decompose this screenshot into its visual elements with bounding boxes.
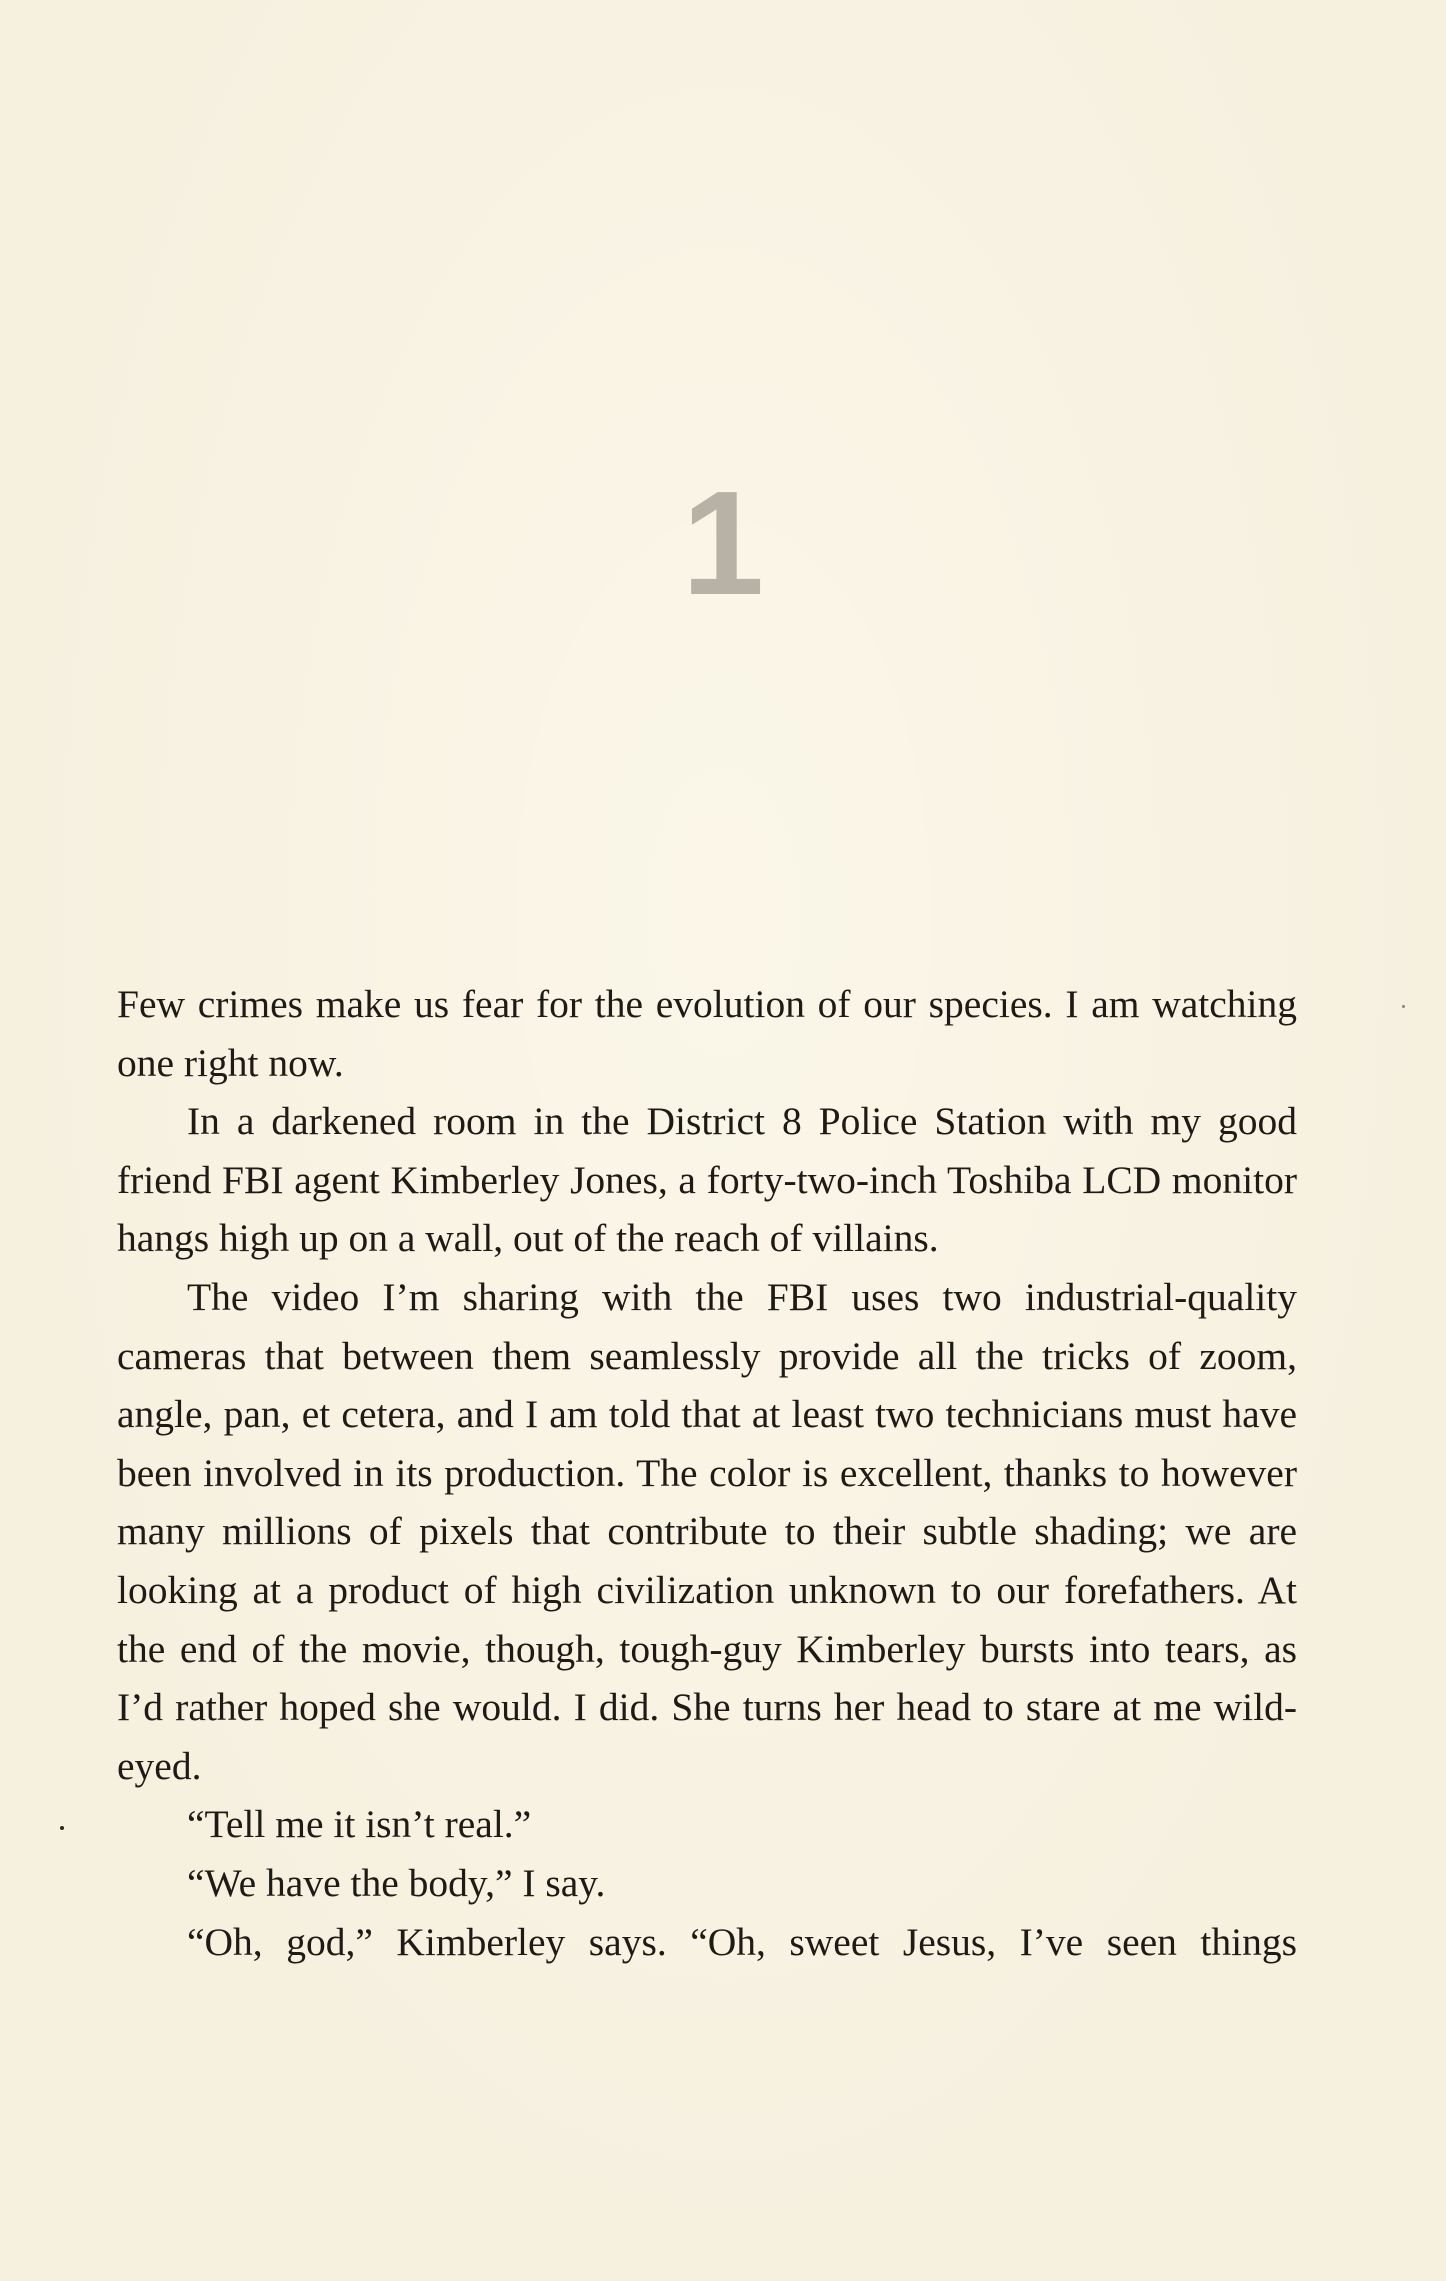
paper-speck xyxy=(60,1826,64,1830)
paragraph-5: “We have the body,” I say. xyxy=(187,1860,606,1905)
paragraph-2: In a darkened room in the District 8 Police Station with my good friend FBI agent Kimberley Jones, a forty-two-inch Toshiba LCD monitor hangs high up on a wall, out of the reach of villains. xyxy=(117,1099,1297,1261)
paper-speck xyxy=(1402,1005,1405,1008)
chapter-body-text xyxy=(117,975,1297,1971)
paragraph-4: “Tell me it isn’t real.” xyxy=(187,1802,532,1847)
paragraph-1: Few crimes make us fear for the evolution of our species. I am watching one right now. xyxy=(117,982,1297,1085)
chapter-number: 1 xyxy=(681,461,765,626)
paragraph-3: The video I’m sharing with the FBI uses two industrial-quality cameras that between them seamlessly provide all the tricks of zoom, angle, pan, et cetera, and I am told that at least two technicians must have been involved in its production. The color is excellent, thanks to however many millions of pixels that contribute to their subtle shading; we are looking at a product of high civilization unknown to our forefathers. At the end of the movie, though, tough-guy Kimberley bursts into tears, as I’d rather hoped she would. I did. She turns her head to stare at me wild-eyed. xyxy=(117,1274,1297,1788)
paragraph-6: “Oh, god,” Kimberley says. “Oh, sweet Jesus, I’ve seen things xyxy=(187,1919,1297,1964)
